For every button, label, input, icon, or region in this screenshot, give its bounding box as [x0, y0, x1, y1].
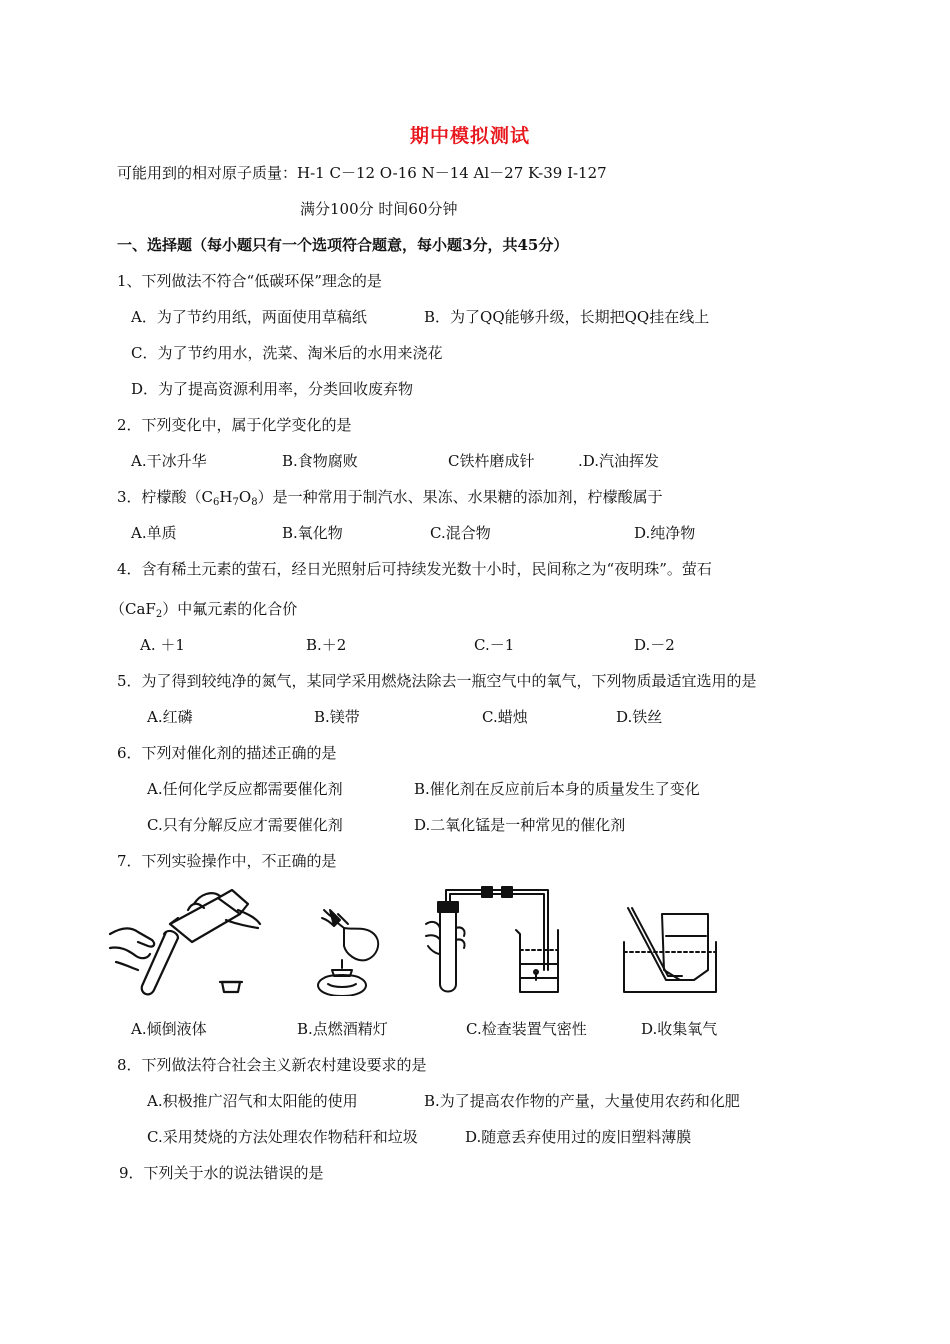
- question-3-option-a: A.单质: [131, 524, 177, 542]
- question-4-stem-line1: 4．含有稀土元素的萤石，经日光照射后可持续发光数十小时，民间称之为“夜明珠”。萤石: [117, 560, 712, 578]
- question-1-option-a: A．为了节约用纸，两面使用草稿纸: [131, 308, 367, 326]
- collecting-oxygen-illustration: [620, 906, 720, 996]
- question-1-option-b: B．为了QQ能够升级，长期把QQ挂在线上: [424, 308, 710, 326]
- section-heading: 一、选择题（每小题只有一个选项符合题意，每小题3分，共45分）: [117, 236, 569, 254]
- question-7-option-b: B.点燃酒精灯: [297, 1020, 388, 1038]
- question-2-option-a: A.干冰升华: [131, 452, 207, 470]
- question-5-option-c: C.蜡烛: [482, 708, 528, 726]
- question-6-option-c: C.只有分解反应才需要催化剂: [147, 816, 343, 834]
- question-3-option-b: B.氧化物: [282, 524, 343, 542]
- question-6-option-b: B.催化剂在反应前后本身的质量发生了变化: [414, 780, 700, 798]
- atomic-masses-note: 可能用到的相对原子质量：H-1 C－12 O-16 N－14 Al－27 K-39 I-127: [117, 164, 607, 182]
- question-5-stem: 5．为了得到较纯净的氮气，某同学采用燃烧法除去一瓶空气中的氧气，下列物质最适宜选用的是: [117, 672, 757, 690]
- question-9-stem: 9．下列关于水的说法错误的是: [119, 1164, 324, 1182]
- question-2-stem: 2．下列变化中，属于化学变化的是: [117, 416, 352, 434]
- question-6-option-d: D.二氧化锰是一种常见的催化剂: [414, 816, 626, 834]
- question-4-stem-line2: （CaF$_2$）中氟元素的化合价: [110, 600, 298, 620]
- question-3-stem: 3．柠檬酸$(C_6H_7O_8)$是一种常用于制汽水、果冻、水果糖的添加剂，柠檬酸属于: [117, 488, 663, 508]
- question-6-stem: 6．下列对催化剂的描述正确的是: [117, 744, 337, 762]
- question-8-option-d: D.随意丢弃使用过的废旧塑料薄膜: [465, 1128, 692, 1146]
- question-5-option-d: D.铁丝: [616, 708, 663, 726]
- question-5-option-b: B.镁带: [314, 708, 360, 726]
- question-7-stem: 7．下列实验操作中，不正确的是: [117, 852, 337, 870]
- question-8-option-b: B.为了提高农作物的产量，大量使用农药和化肥: [424, 1092, 740, 1110]
- question-8-option-a: A.积极推广沼气和太阳能的使用: [147, 1092, 358, 1110]
- question-8-option-c: C.采用焚烧的方法处理农作物秸秆和垃圾: [147, 1128, 418, 1146]
- question-6-option-a: A.任何化学反应都需要催化剂: [147, 780, 343, 798]
- question-8-stem: 8．下列做法符合社会主义新农村建设要求的是: [117, 1056, 427, 1074]
- question-4-option-c: C.－1: [474, 636, 515, 654]
- airtightness-check-illustration: [424, 880, 564, 1000]
- question-7-option-d: D.收集氧气: [641, 1020, 718, 1038]
- question-2-option-b: B.食物腐败: [282, 452, 358, 470]
- question-5-option-a: A.红磷: [147, 708, 193, 726]
- question-7-option-c: C.检查装置气密性: [466, 1020, 587, 1038]
- question-2-option-d: .D.汽油挥发: [578, 452, 660, 470]
- question-1-option-d: D．为了提高资源利用率，分类回收废弃物: [131, 380, 414, 398]
- alcohol-lamp-lighting-illustration: [304, 906, 394, 996]
- question-3-option-d: D.纯净物: [634, 524, 696, 542]
- score-time-note: 满分100分 时间60分钟: [300, 200, 458, 218]
- question-1-stem: 1、下列做法不符合“低碳环保”理念的是: [117, 272, 382, 290]
- question-1-option-c: C．为了节约用水，洗菜、淘米后的水用来浇花: [131, 344, 443, 362]
- question-7-option-a: A.倾倒液体: [131, 1020, 207, 1038]
- question-2-option-c: C铁杵磨成针: [448, 452, 535, 470]
- pouring-liquid-illustration: [108, 884, 268, 1000]
- question-4-option-a: A. ＋1: [140, 636, 185, 654]
- question-3-option-c: C.混合物: [430, 524, 491, 542]
- question-4-option-d: D.－2: [634, 636, 675, 654]
- page-title: 期中模拟测试: [410, 125, 531, 147]
- question-4-option-b: B.＋2: [306, 636, 347, 654]
